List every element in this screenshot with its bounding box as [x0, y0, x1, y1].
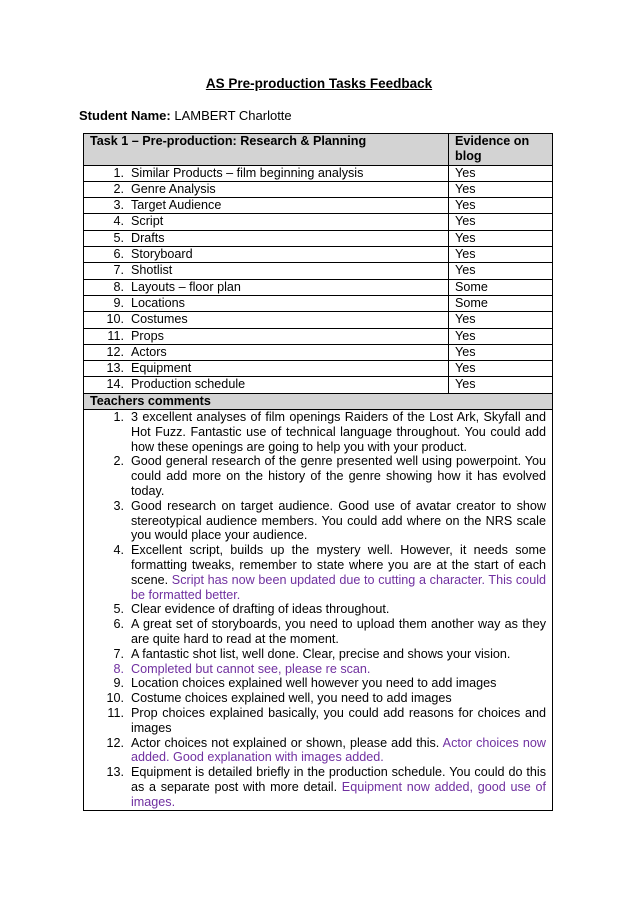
comment-text-wrapper: [131, 410, 546, 454]
evidence-cell: Yes: [449, 377, 553, 393]
task-number: 12.: [106, 344, 124, 359]
list-item: [90, 454, 546, 498]
task-number: 6.: [113, 247, 124, 262]
task-cell: [84, 295, 449, 311]
comment-text: Equipment is detailed briefly in the production schedule. You could do this as a separate post with more detail.: [131, 765, 546, 794]
table-row: [84, 279, 553, 295]
comment-text: A great set of storyboards, you need to upload them another way as they are quite hard to read at the moment.: [131, 617, 546, 646]
comment-text-wrapper: [131, 706, 546, 736]
task-number: 11.: [107, 328, 124, 343]
student-name-line: [79, 108, 292, 123]
task-label: Genre Analysis: [131, 181, 216, 196]
table-row: [84, 263, 553, 279]
table-row: [84, 165, 553, 181]
evidence-cell: Some: [449, 295, 553, 311]
task-cell: [84, 165, 449, 181]
task-label: Equipment: [131, 361, 192, 376]
comments-row: [84, 410, 553, 811]
evidence-cell: Yes: [449, 165, 553, 181]
evidence-cell: Yes: [449, 181, 553, 197]
task-cell: [84, 328, 449, 344]
evidence-column-header: Evidence on blog: [449, 134, 553, 166]
document-title: AS Pre-production Tasks Feedback: [205, 76, 433, 91]
task-label: Drafts: [131, 230, 165, 245]
comment-text-wrapper: [131, 736, 546, 766]
list-item: [90, 617, 546, 647]
table-row: [84, 214, 553, 230]
task-number: 9.: [113, 295, 124, 310]
comment-text-wrapper: [131, 765, 546, 809]
task-feedback-table: [83, 133, 553, 811]
comment-number: 10.: [106, 691, 124, 706]
comment-text: Prop choices explained basically, you could add reasons for choices and images: [131, 705, 546, 735]
table-row: [84, 181, 553, 197]
list-item: [90, 662, 546, 677]
comment-text: A fantastic shot list, well done. Clear, precise and shows your vision.: [131, 646, 511, 661]
comment-number: 6.: [113, 617, 124, 632]
table-row: [84, 198, 553, 214]
evidence-cell: Yes: [449, 312, 553, 328]
task-label: Script: [131, 214, 164, 229]
comment-update-text: Equipment now added, good use of images.: [131, 779, 547, 809]
table-row: [84, 230, 553, 246]
evidence-cell: Yes: [449, 214, 553, 230]
evidence-cell: Some: [449, 279, 553, 295]
task-number: 2.: [113, 181, 124, 196]
comment-text: Good general research of the genre presented well using powerpoint. You could add more on the history of the genre showing how it has evolved today.: [131, 454, 546, 499]
comment-text-wrapper: [131, 602, 546, 617]
task-label: Actors: [131, 344, 167, 359]
task-label: Storyboard: [131, 247, 193, 262]
comment-text: Good research on target audience. Good use of avatar creator to show stereotypical audience members. You could add where on the NRS scale you would place your audience.: [131, 498, 546, 543]
comment-text-wrapper: [131, 647, 546, 662]
task-number: 8.: [113, 279, 124, 294]
comment-number: 5.: [113, 602, 124, 617]
comment-text-wrapper: [131, 499, 546, 543]
comment-number: 7.: [113, 646, 124, 661]
task-cell: [84, 263, 449, 279]
task-label: Layouts – floor plan: [131, 279, 241, 294]
teachers-comments-list: [84, 410, 553, 811]
table-row: [84, 361, 553, 377]
comment-text-wrapper: [131, 691, 546, 706]
table-header-row: [84, 134, 553, 166]
comment-text: Actor choices not explained or shown, please add this.: [131, 735, 440, 750]
task-cell: [84, 214, 449, 230]
task-label: Locations: [131, 295, 185, 310]
task-number: 5.: [113, 230, 124, 245]
task-number: 7.: [113, 263, 124, 278]
comment-text-wrapper: [131, 617, 546, 647]
comment-number: 8.: [113, 661, 124, 676]
list-item: [90, 706, 546, 736]
task-cell: [84, 361, 449, 377]
evidence-cell: Yes: [449, 230, 553, 246]
student-name-value: LAMBERT Charlotte: [174, 108, 292, 123]
comment-number: 1.: [113, 410, 124, 425]
comment-text-wrapper: [131, 454, 546, 498]
task-number: 1.: [113, 165, 124, 180]
teachers-comments-heading: Teachers comments: [84, 393, 553, 409]
list-item: [90, 736, 546, 766]
task-cell: [84, 230, 449, 246]
task-number: 10.: [106, 312, 124, 327]
table-row: [84, 247, 553, 263]
comment-text: Excellent script, builds up the mystery well. However, it needs some formatting tweaks, remember to state where you are at the start of each scene.: [131, 543, 546, 587]
task-cell: [84, 247, 449, 263]
comment-number: 9.: [113, 676, 124, 691]
comment-text-wrapper: [131, 676, 546, 691]
task-label: Similar Products – film beginning analysis: [131, 165, 364, 180]
task-label: Production schedule: [131, 377, 246, 392]
task-number: 13.: [106, 361, 124, 376]
comment-text-wrapper: [131, 543, 546, 602]
list-item: [90, 676, 546, 691]
list-item: [90, 602, 546, 617]
task-cell: [84, 377, 449, 393]
comment-number: 4.: [113, 543, 124, 558]
evidence-cell: Yes: [449, 247, 553, 263]
task-cell: [84, 312, 449, 328]
student-name-label: Student Name:: [79, 108, 171, 123]
task-label: Shotlist: [131, 263, 173, 278]
task-cell: [84, 279, 449, 295]
comment-text: Clear evidence of drafting of ideas throughout.: [131, 602, 390, 617]
comment-text: Location choices explained well however you need to add images: [131, 676, 497, 691]
task-label: Target Audience: [131, 198, 222, 213]
comment-number: 13.: [106, 765, 124, 780]
task-label: Costumes: [131, 312, 188, 327]
comment-update-text: Actor choices now added. Good explanation with images added.: [131, 735, 546, 765]
comment-text-wrapper: [131, 662, 546, 677]
table-row: [84, 312, 553, 328]
task-number: 14.: [106, 377, 124, 392]
list-item: [90, 499, 546, 543]
comment-update-text: Completed but cannot see, please re scan.: [131, 661, 371, 676]
list-item: [90, 543, 546, 602]
task-column-header: Task 1 – Pre-production: Research & Planning: [84, 134, 449, 166]
list-item: [90, 691, 546, 706]
evidence-cell: Yes: [449, 263, 553, 279]
task-cell: [84, 181, 449, 197]
evidence-cell: Yes: [449, 344, 553, 360]
table-row: [84, 377, 553, 393]
evidence-cell: Yes: [449, 328, 553, 344]
list-item: [90, 765, 546, 809]
comment-number: 3.: [113, 498, 124, 513]
evidence-cell: Yes: [449, 198, 553, 214]
table-row: [84, 344, 553, 360]
list-item: [90, 410, 546, 454]
comment-number: 2.: [113, 454, 124, 469]
task-cell: [84, 198, 449, 214]
table-row: [84, 295, 553, 311]
evidence-cell: Yes: [449, 361, 553, 377]
list-item: [90, 647, 546, 662]
comment-text: 3 excellent analyses of film openings Raiders of the Lost Ark, Skyfall and Hot Fuzz. Fantastic use of technical language throughout. You could add how these openings are going to help you with your product.: [131, 410, 546, 454]
comment-number: 11.: [107, 705, 124, 720]
table-row: [84, 328, 553, 344]
comment-update-text: Script has now been updated due to cutting a character. This could be formatted better.: [131, 572, 546, 602]
task-number: 3.: [113, 198, 124, 213]
task-cell: [84, 344, 449, 360]
task-number: 4.: [113, 214, 124, 229]
comment-text: Costume choices explained well, you need to add images: [131, 691, 452, 706]
task-label: Props: [131, 328, 164, 343]
comments-header-row: [84, 393, 553, 409]
comment-number: 12.: [106, 735, 124, 750]
